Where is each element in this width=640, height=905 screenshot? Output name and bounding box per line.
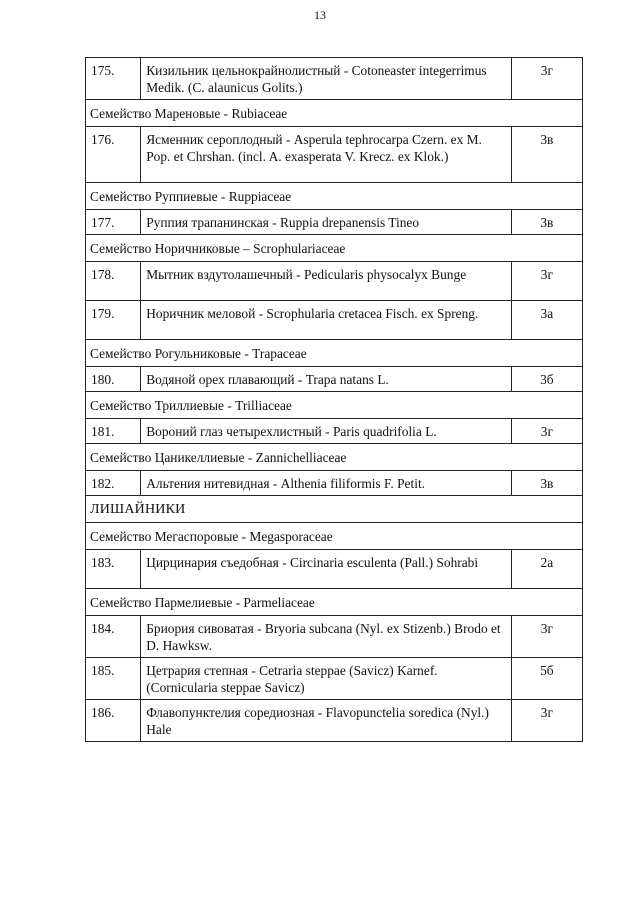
category-code: 5б	[511, 658, 582, 700]
family-row-zannichelliaceae	[86, 444, 583, 471]
species-name: Флавопунктелия соредиозная - Flavopunctelia soredica (Nyl.) Hale	[141, 700, 511, 742]
row-number: 182.	[86, 471, 141, 496]
family-heading: Семейство Пармелиевые - Parmeliaceae	[86, 589, 583, 616]
table-row-186	[86, 700, 583, 742]
table-row-181	[86, 419, 583, 444]
section-heading: ЛИШАЙНИКИ	[86, 496, 583, 523]
table-row-176	[86, 127, 583, 183]
category-code: 2а	[511, 550, 582, 589]
family-heading: Семейство Цаникеллиевые - Zannichelliaceae	[86, 444, 583, 471]
category-code: 3г	[511, 262, 582, 301]
row-number: 185.	[86, 658, 141, 700]
category-code: 3г	[511, 58, 582, 100]
species-name: Бриория сивоватая - Bryoria subcana (Nyl. ex Stizenb.) Brodo et D. Hawksw.	[141, 616, 511, 658]
category-code: 3г	[511, 700, 582, 742]
row-number: 186.	[86, 700, 141, 742]
family-heading: Семейство Норичниковые – Scrophulariaceae	[86, 235, 583, 262]
row-number: 177.	[86, 210, 141, 235]
table-row-177	[86, 210, 583, 235]
species-name: Руппия трапанинская - Ruppia drepanensis Tineo	[141, 210, 511, 235]
row-number: 180.	[86, 367, 141, 392]
family-row-trapaceae	[86, 340, 583, 367]
species-name: Цирцинария съедобная - Circinaria esculenta (Pall.) Sohrabi	[141, 550, 511, 589]
category-code: 3а	[511, 301, 582, 340]
family-heading: Семейство Руппиевые - Ruppiaceae	[86, 183, 583, 210]
table-row-182	[86, 471, 583, 496]
family-heading: Семейство Рогульниковые - Trapaceae	[86, 340, 583, 367]
family-heading: Семейство Мегаспоровые - Megasporaceae	[86, 523, 583, 550]
family-row-ruppiaceae	[86, 183, 583, 210]
species-name: Цетрария степная - Cetraria steppae (Savicz) Karnef. (Cornicularia steppae Savicz)	[141, 658, 511, 700]
family-row-trilliaceae	[86, 392, 583, 419]
table-row-183	[86, 550, 583, 589]
row-number: 178.	[86, 262, 141, 301]
row-number: 181.	[86, 419, 141, 444]
family-row-scrophulariaceae	[86, 235, 583, 262]
family-row-parmeliaceae	[86, 589, 583, 616]
category-code: 3в	[511, 210, 582, 235]
row-number: 184.	[86, 616, 141, 658]
row-number: 176.	[86, 127, 141, 183]
row-number: 179.	[86, 301, 141, 340]
species-name: Ясменник сероплодный - Asperula tephrocarpa Czern. ex M. Pop. et Chrshan. (incl. A. exasperata V. Krecz. ex Klok.)	[141, 127, 511, 183]
category-code: 3в	[511, 471, 582, 496]
category-code: 3г	[511, 616, 582, 658]
table-row-178	[86, 262, 583, 301]
category-code: 3в	[511, 127, 582, 183]
table-row-180	[86, 367, 583, 392]
family-row-rubiaceae	[86, 100, 583, 127]
table-row-175	[86, 58, 583, 100]
row-number: 175.	[86, 58, 141, 100]
section-row-lichens	[86, 496, 583, 523]
species-name: Вороний глаз четырехлистный - Paris quadrifolia L.	[141, 419, 511, 444]
table-row-179	[86, 301, 583, 340]
species-name: Мытник вздутолашечный - Pedicularis physocalyx Bunge	[141, 262, 511, 301]
species-name: Кизильник цельнокрайнолистный - Cotoneaster integerrimus Medik. (C. alaunicus Golits.)	[141, 58, 511, 100]
species-name: Альтения нитевидная - Althenia filiformis F. Petit.	[141, 471, 511, 496]
category-code: 3г	[511, 419, 582, 444]
family-heading: Семейство Триллиевые - Trilliaceae	[86, 392, 583, 419]
page-number: 13	[314, 8, 326, 22]
category-code: 3б	[511, 367, 582, 392]
species-name: Водяной орех плавающий - Trapa natans L.	[141, 367, 511, 392]
row-number: 183.	[86, 550, 141, 589]
species-table	[85, 57, 583, 742]
table-row-185	[86, 658, 583, 700]
species-name: Норичник меловой - Scrophularia cretacea Fisch. ex Spreng.	[141, 301, 511, 340]
family-heading: Семейство Мареновые - Rubiaceae	[86, 100, 583, 127]
family-row-megasporaceae	[86, 523, 583, 550]
table-row-184	[86, 616, 583, 658]
